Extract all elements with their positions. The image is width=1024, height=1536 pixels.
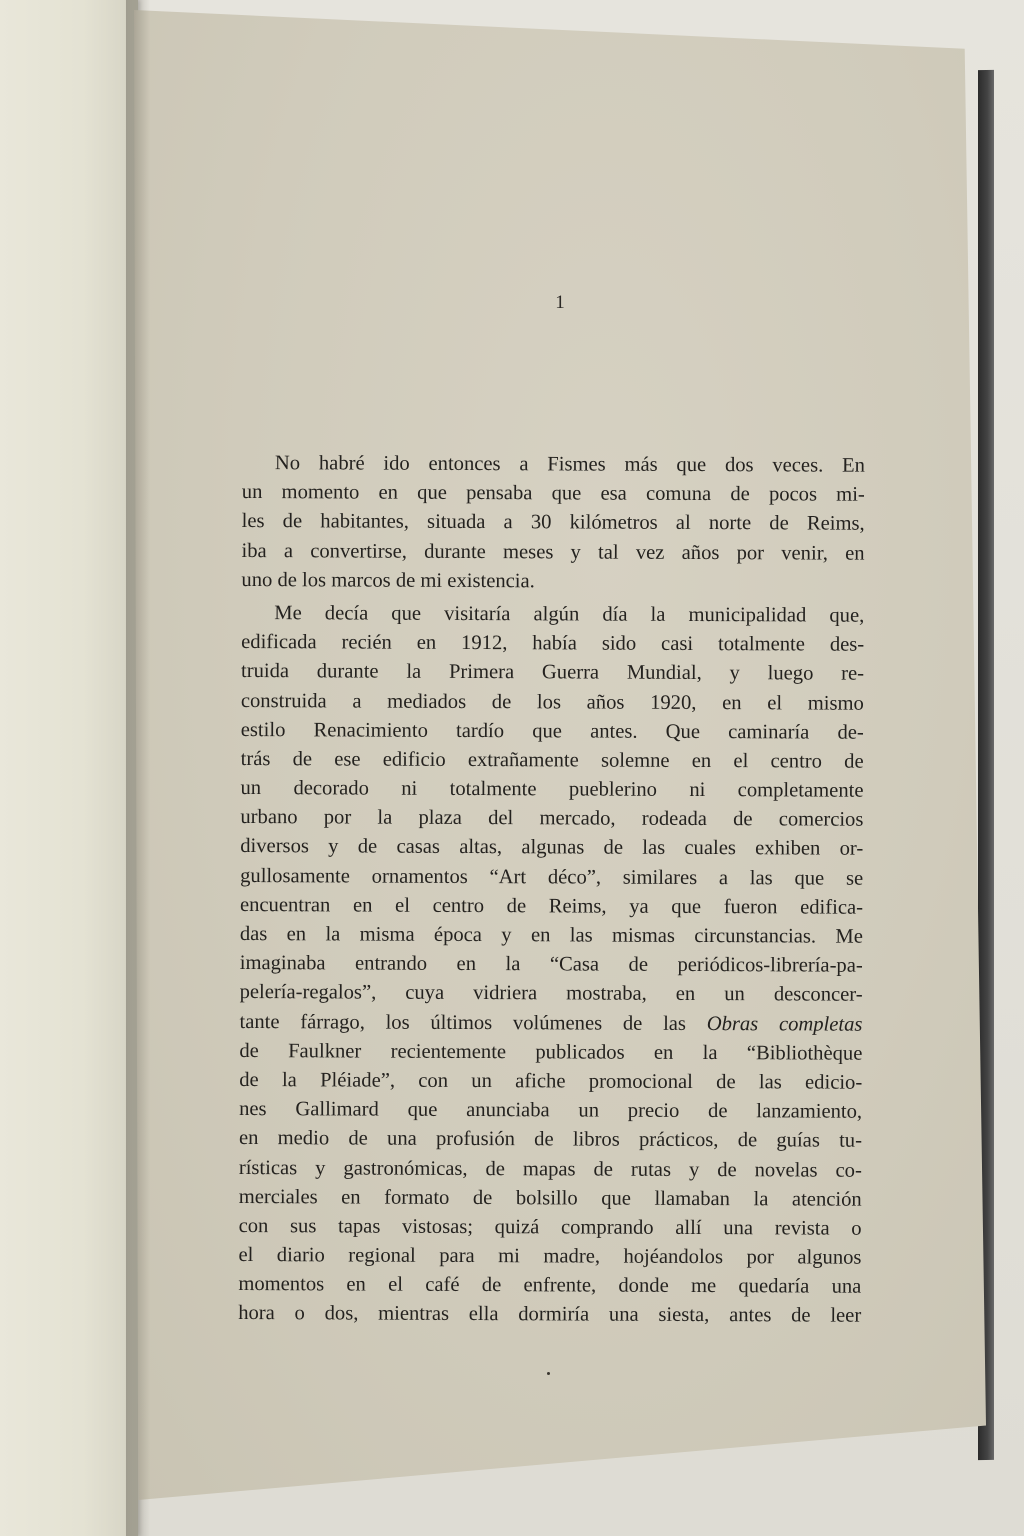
body-text (238, 449, 865, 1331)
text-line: rísticas y gastronómicas, de mapas de rutas y de novelas co- (238, 1156, 862, 1182)
text-line: edificada recién en 1912, había sido casi totalmente des- (241, 631, 865, 656)
text-line: en medio de una profusión de libros prácticos, de guías tu- (238, 1127, 863, 1153)
text-line: hora o dos, mientras ella dormiría una siesta, antes de leer (238, 1302, 862, 1328)
text-line: les de habitantes, situada a 30 kilómetros al norte de Reims, (241, 510, 865, 536)
left-page (0, 0, 138, 1536)
text-line: construida a mediados de los años 1920, en el mismo (240, 689, 864, 715)
text-line: un momento en que pensaba que esa comuna de pocos mi- (241, 481, 865, 506)
text-line: de Faulkner recientemente publicados en la “Bibliothèque (239, 1039, 863, 1065)
text-line: nes Gallimard que anunciaba un precio de lanzamiento, (239, 1098, 863, 1123)
text-line: merciales en formato de bolsillo que llamaban la atención (238, 1185, 862, 1211)
text-line: No habré ido entonces a Fismes más que dos veces. En (274, 452, 865, 477)
text-line: estilo Renacimiento tardío que antes. Que caminaría de- (240, 718, 864, 744)
page-number: 1 (555, 292, 565, 313)
text-line: iba a convertirse, durante meses y tal vez años por venir, en (241, 539, 865, 565)
text-line: das en la misma época y en las mismas circunstancias. Me (239, 922, 863, 948)
text-line: de la Pléiade”, con un afiche promocional de las edicio- (239, 1068, 863, 1094)
text-line: trás de ese edificio extrañamente solemne en el centro de (240, 747, 864, 773)
text-line: imaginaba entrando en la “Casa de periódicos-librería-pa- (239, 952, 863, 977)
text-line: gullosamente ornamentos “Art déco”, similares a las que se (240, 864, 864, 890)
italic-title: Obras completas (706, 1012, 863, 1036)
text-line: Me decía que visitaría algún día la municipalidad que, (274, 602, 865, 627)
text-line: uno de los marcos de mi existencia. (241, 568, 535, 593)
spine-shadow (126, 0, 150, 1536)
text-line: urbano por la plaza del mercado, rodeada de comercios (240, 806, 864, 831)
text-line-with-italic (239, 1008, 862, 1040)
text-line: momentos en el café de enfrente, donde me quedaría una (238, 1273, 862, 1298)
text-run: tante fárrago, los últimos volúmenes de las (239, 1010, 707, 1035)
text-line: diversos y de casas altas, algunas de las cuales exhiben or- (240, 835, 864, 861)
text-line: truida durante la Primera Guerra Mundial, y luego re- (240, 660, 865, 686)
printer-dot (547, 1372, 550, 1375)
text-line: el diario regional para mi madre, hojéandolos por algunos (238, 1244, 862, 1269)
text-line: encuentran en el centro de Reims, ya que fueron edifica- (239, 893, 864, 919)
text-line: un decorado ni totalmente pueblerino ni completamente (240, 777, 864, 802)
text-line: con sus tapas vistosas; quizá comprando allí una revista o (238, 1214, 862, 1240)
text-line: pelería-regalos”, cuya vidriera mostraba, en un desconcer- (239, 981, 863, 1007)
